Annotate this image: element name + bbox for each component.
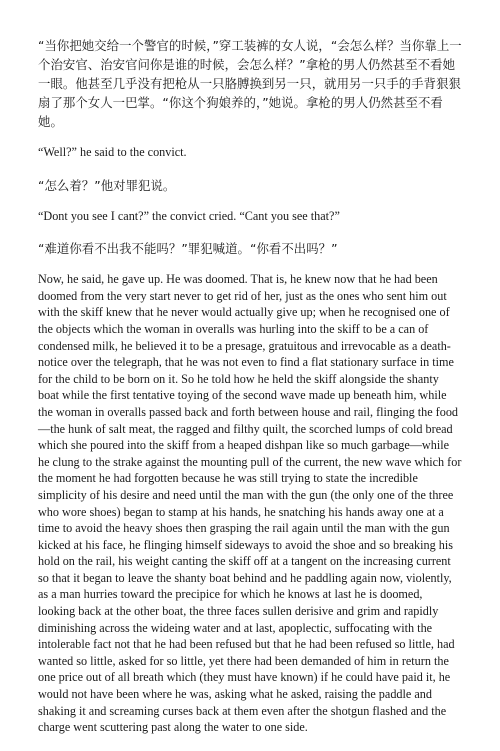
paragraph-en-3: Now, he said, he gave up. He was doomed. That is, he knew now that he had been doomed from the very start never to get rid of her, just as the ones who sent him out with the skiff knew that he never would actually give up; when he recognised one of the objects which the woman in overalls was hurling into the skiff to be a can of condensed milk, he believed it to be a presage, gratuitous and irrevocable as a death-notice over the telegraph, that he was not even to find a flat stationary surface in time for the child to be born on it. So he told how he held the skiff alongside the shanty boat while the first tentative toying of the second wave made up beneath him, while the woman in overalls passed back and forth between house and rail, flinging the food—the hunk of salt meat, the ragged and filthy quilt, the scorched lumps of cold bread which she poured into the skiff from a heaped dishpan like so much garbage—while he clung to the strake against the mounting pull of the current, the new wave which for the moment he had forgotten because he was still trying to state the incredible simplicity of his desire and need until the man with the gun (the only one of the three who wore shoes) began to stamp at his hands, he snatching his hands away one at a time to avoid the heavy shoes then grasping the rail again until the man with the gun kicked at his face, he flinging himself sideways to avoid the shoe and so breaking his hold on the rail, his weight canting the skiff off at a tangent on the increasing current so that it began to leave the shanty boat behind and he paddling again now, violently, as a man hurries toward the precipice for which he knows at last he is doomed, looking back at the other boat, the three faces sullen derisive and grim and rapidly diminishing across the wideing water and at last, apoplectic, suffocating with the intolerable fact not that he had been refused but that he had been refused so little, had wanted so little, asked for so little, yet there had been demanded of him in return the one price out of all breath which (they must have known) if he could have paid it, he would not have been where he was, asking what he asked, raising the paddle and shaking it and screaming curses back at them even after the shotgun flashed and the charge went scuttering past along the water to one side. (38, 272, 462, 735)
paragraph-en-1: “Well?” he said to the convict. (38, 145, 187, 159)
paragraph-zh-3: “难道你看不出我不能吗？”罪犯喊道。“你看不出吗？” (38, 241, 338, 257)
document-page (38, 36, 462, 751)
paragraph-en-2: “Dont you see I cant?” the convict cried. “Cant you see that?” (38, 208, 340, 223)
paragraph-zh-1: “当你把她交给一个警官的时候，”穿工装裤的女人说，“会怎么样？当你靠上一个治安官、治安官问你是谁的时候，会怎么样？”拿枪的男人仍然甚至不看她一眼。他甚至几乎没有把枪从一只胳膊换到另一只，就用另一只手的手背狠狠扇了那个女人一巴掌。“你这个狗娘养的，”她说。拿枪的男人仍然甚至不看她。 (38, 38, 462, 129)
paragraph-zh-2: “怎么着？”他对罪犯说。 (38, 177, 176, 193)
